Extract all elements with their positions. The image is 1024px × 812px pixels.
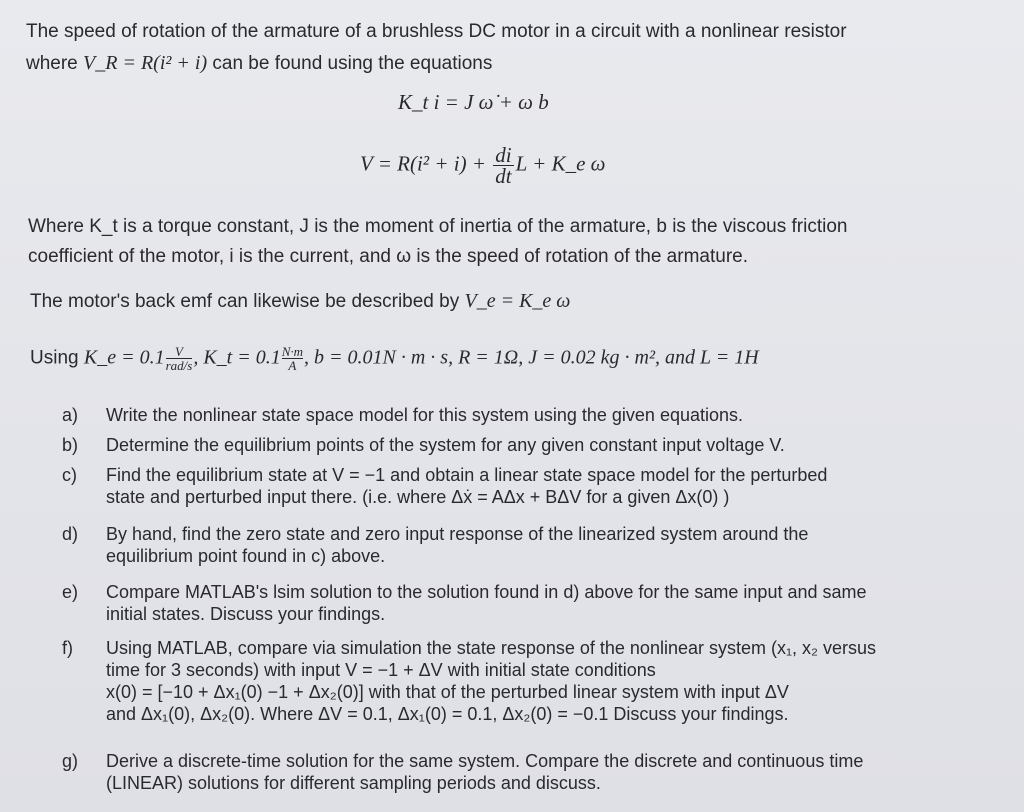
question-label: e) [62,582,79,602]
ke-unit-den: rad/s [165,358,193,373]
intro-line-2 [26,51,492,76]
back-emf-text: The motor's back emf can likewise be described by [30,291,465,312]
question-text: x(0) = [−10 + Δx₁(0) −1 + Δx₂(0)] with that of the perturbed linear system with input ΔV [106,682,789,702]
question-text: and Δx₁(0), Δx₂(0). Where ΔV = 0.1, Δx₁(0) = 0.1, Δx₂(0) = −0.1 Discuss your findings. [106,704,789,724]
params-prefix: Using [30,347,84,369]
question-label: c) [62,465,77,485]
question-label: f) [62,638,73,658]
di-dt-fraction [493,145,513,186]
question-b [62,434,992,456]
di-dt-numerator: di [495,143,512,167]
kt-unit-den: A [288,358,297,373]
ke-unit [166,345,193,372]
question-text: Write the nonlinear state space model for this system using the given equations. [106,405,744,425]
other-parameters: , b = 0.01N · m · s, R = 1Ω, J = 0.02 kg · m², and L = 1H [304,346,759,369]
question-e [62,581,992,627]
question-f [62,637,992,729]
ke-value: K_e = 0.1 [83,346,165,369]
equation-voltage-right: L + K_e ω [515,151,606,176]
ke-unit-num: V [166,345,193,359]
equation-voltage-left: V = R(i² + i) + [360,151,492,176]
question-text: initial states. Discuss your findings. [106,604,386,624]
where-line-1: Where K_t is a torque constant, J is the moment of inertia of the armature, b is the viscous friction [28,216,848,237]
question-text: Find the equilibrium state at V = −1 and obtain a linear state space model for the perturbed [106,465,828,485]
back-emf-formula: V_e = K_e ω [464,290,571,312]
question-d [62,523,992,569]
where-line-2: coefficient of the motor, i is the current, and ω is the speed of rotation of the armature. [28,246,748,267]
kt-value: , K_t = 0.1 [193,346,281,369]
question-text: time for 3 seconds) with input V = −1 + ΔV with initial state conditions [106,660,656,680]
parameters-line [30,345,759,372]
question-text: equilibrium point found in c) above. [106,546,386,566]
question-text: Compare MATLAB's lsim solution to the solution found in d) above for the same input and same [106,582,867,602]
question-label: g) [62,751,79,771]
nonlinear-resistor-formula: V_R = R(i² + i) [83,52,208,74]
question-text: Determine the equilibrium points of the system for any given constant input voltage V. [106,435,785,455]
di-dt-denominator: dt [495,164,512,188]
question-label: b) [62,435,79,455]
question-text: Derive a discrete-time solution for the same system. Compare the discrete and continuous time [106,751,864,771]
question-g [62,750,992,796]
equation-voltage [360,145,605,186]
intro-line-1: The speed of rotation of the armature of a brushless DC motor in a circuit with a nonlinear resistor [26,21,847,42]
question-text: Using MATLAB, compare via simulation the state response of the nonlinear system (x₁, x₂ versus [106,638,877,658]
back-emf-line [30,289,570,314]
question-label: a) [62,405,79,425]
kt-unit-num: N·m [281,344,304,359]
kt-unit [282,345,303,372]
question-text: By hand, find the zero state and zero input response of the linearized system around the [106,524,809,544]
question-text: state and perturbed input there. (i.e. where Δẋ = AΔx + BΔV for a given Δx(0) ) [106,487,730,507]
intro-line-2-prefix: where [26,53,84,74]
question-text: (LINEAR) solutions for different sampling periods and discuss. [106,773,601,793]
question-c [62,464,992,510]
intro-line-2-suffix: can be found using the equations [207,53,493,74]
equation-torque: K_t i = J ω̇ + ω b [398,90,549,114]
question-label: d) [62,524,79,544]
question-a [62,404,992,426]
